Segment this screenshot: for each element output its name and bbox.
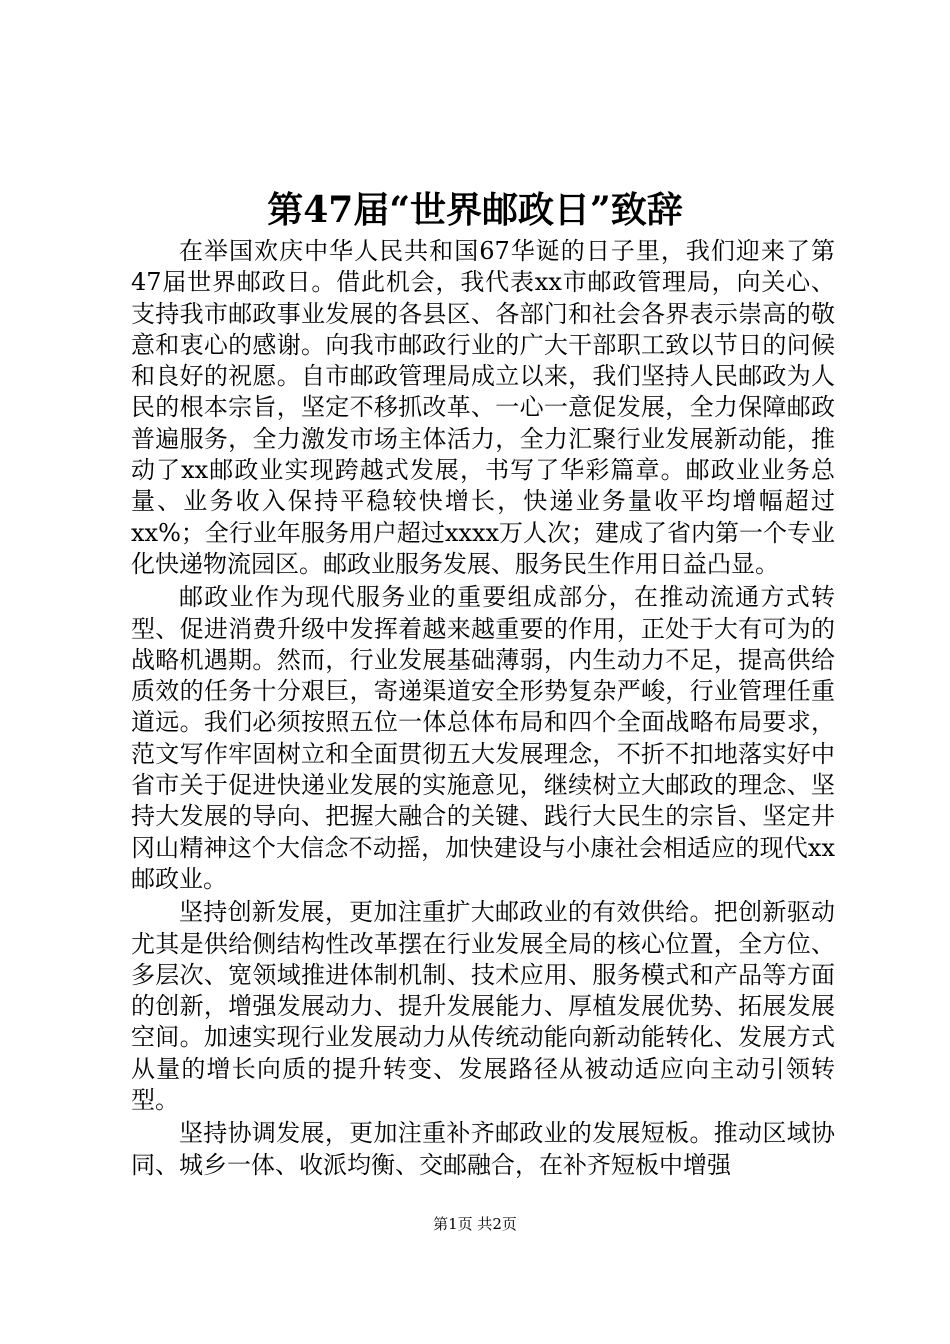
page-footer bbox=[0, 1212, 950, 1236]
paragraph: 坚持协调发展，更加注重补齐邮政业的发展短板。推动区域协同、城乡一体、收派均衡、交邮融合，在补齐短板中增强 bbox=[131, 1119, 835, 1179]
paragraph: 邮政业作为现代服务业的重要组成部分，在推动流通方式转型、促进消费升级中发挥着越来越重要的作用，正处于大有可为的战略机遇期。然而，行业发展基础薄弱，内生动力不足，提高供给质效的任务十分艰巨，寄递渠道安全形势复杂严峻，行业管理任重道远。我们必须按照五位一体总体布局和四个全面战略布局要求，范文写作牢固树立和全面贯彻五大发展理念，不折不扣地落实好中省市关于促进快递业发展的实施意见，继续树立大邮政的理念、坚持大发展的导向、把握大融合的关键、践行大民生的宗旨、坚定井冈山精神这个大信念不动摇，加快建设与小康社会相适应的现代xx邮政业。 bbox=[131, 583, 835, 893]
page-number-label: 第1页 共2页 bbox=[433, 1215, 517, 1233]
paragraph: 坚持创新发展，更加注重扩大邮政业的有效供给。把创新驱动尤其是供给侧结构性改革摆在行业发展全局的核心位置，全方位、多层次、宽领域推进体制机制、技术应用、服务模式和产品等方面的创新，增强发展动力、提升发展能力、厚植发展优势、拓展发展空间。加速实现行业发展动力从传统动能向新动能转化、发展方式从量的增长向质的提升转变、发展路径从被动适应向主动引领转型。 bbox=[131, 898, 835, 1115]
paragraph: 在举国欢庆中华人民共和国67华诞的日子里，我们迎来了第47届世界邮政日。借此机会，我代表xx市邮政管理局，向关心、支持我市邮政事业发展的各县区、各部门和社会各界表示崇高的敬意和衷心的感谢。向我市邮政行业的广大干部职工致以节日的问候和良好的祝愿。自市邮政管理局成立以来，我们坚持人民邮政为人民的根本宗旨，坚定不移抓改革、一心一意促发展，全力保障邮政普遍服务，全力激发市场主体活力，全力汇聚行业发展新动能，推动了xx邮政业实现跨越式发展，书写了华彩篇章。邮政业业务总量、业务收入保持平稳较快增长，快递业务量收平均增幅超过xx%；全行业年服务用户超过xxxx万人次；建成了省内第一个专业化快递物流园区。邮政业服务发展、服务民生作用日益凸显。 bbox=[131, 237, 836, 578]
document-body bbox=[131, 236, 835, 1181]
document-title: 第47届“世界邮政日”致辞 bbox=[267, 189, 683, 231]
